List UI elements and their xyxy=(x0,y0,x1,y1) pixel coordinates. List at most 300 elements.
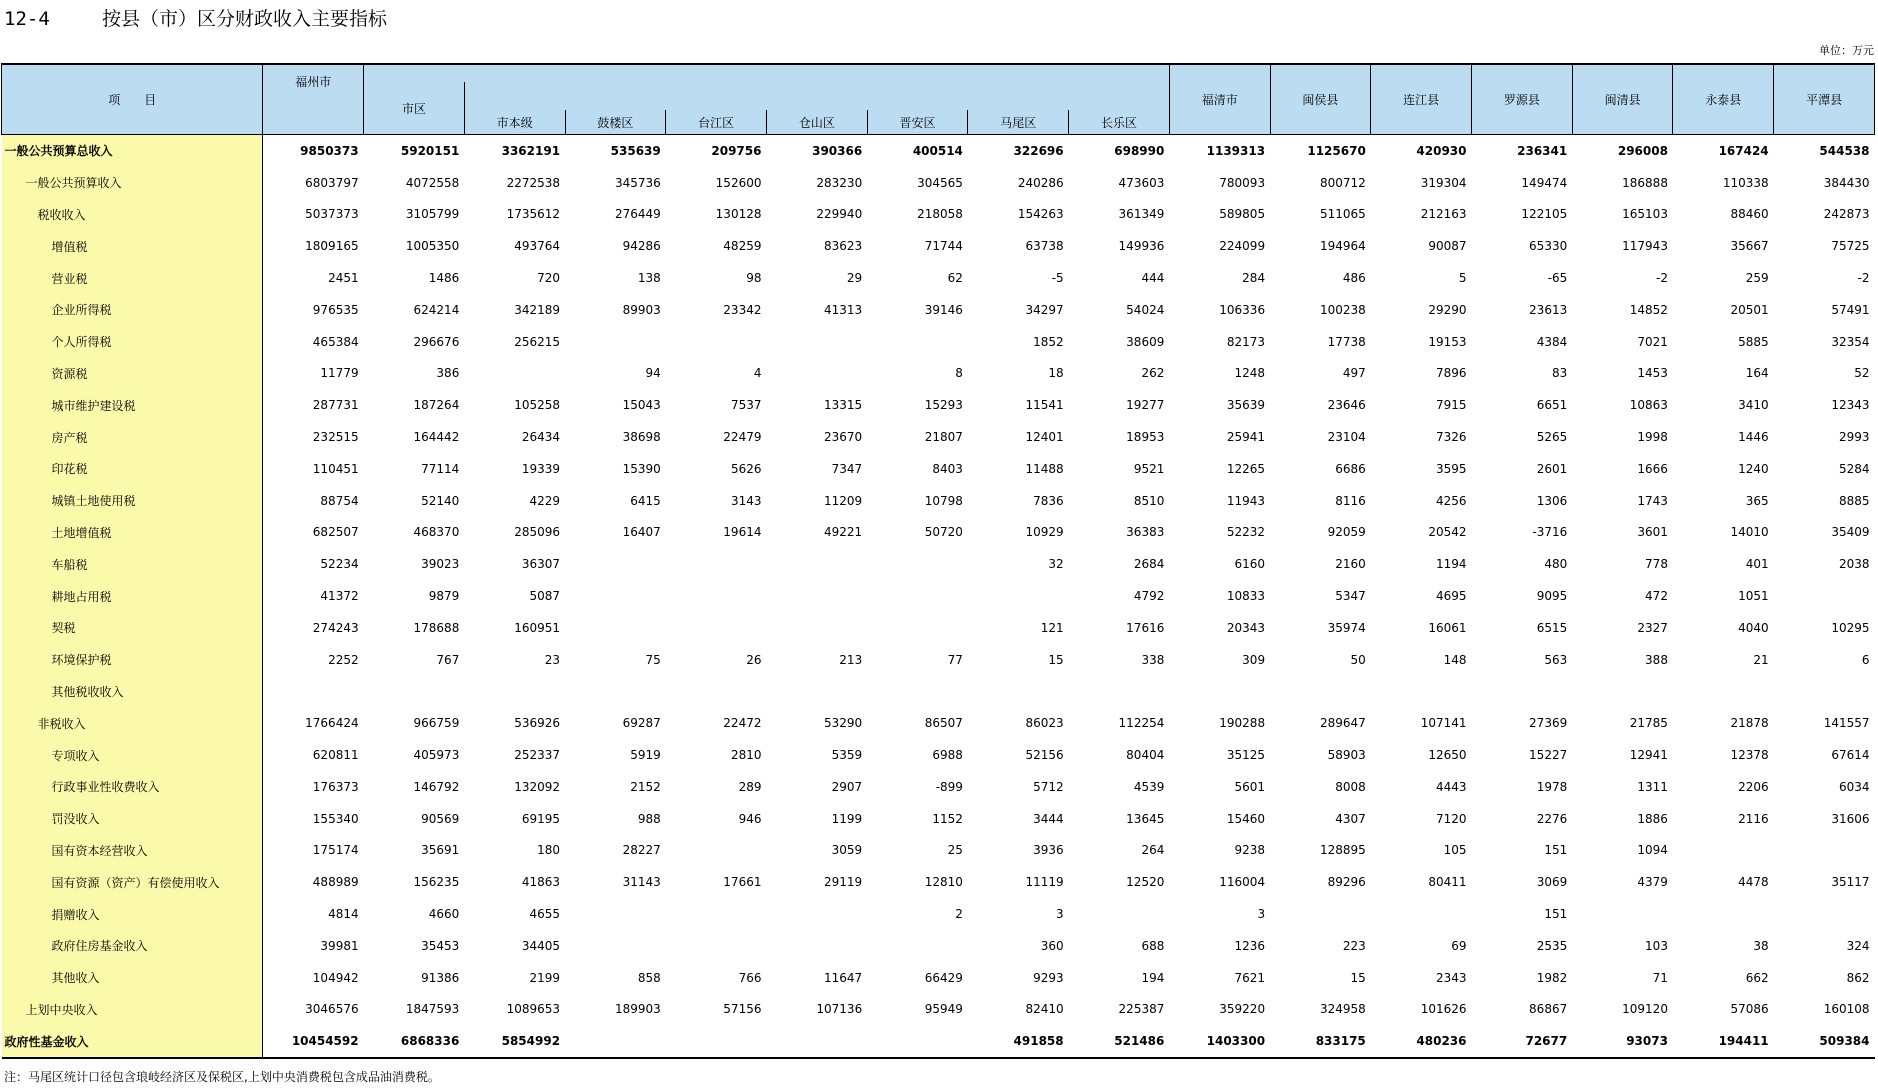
unit-label: 单位：万元 xyxy=(1819,44,1874,57)
table-cell: 493764 xyxy=(514,239,561,254)
table-cell: 35453 xyxy=(421,938,460,953)
table-row xyxy=(2,517,1875,549)
table-row xyxy=(2,803,1875,835)
table-cell: 1236 xyxy=(1234,938,1266,953)
table-cell xyxy=(666,326,767,358)
row-label: 上划中央收入 xyxy=(2,994,263,1026)
table-cell: 322696 xyxy=(1013,143,1064,158)
table-cell: 41313 xyxy=(824,302,863,317)
table-cell: 342189 xyxy=(514,302,561,317)
table-cell xyxy=(766,612,867,644)
table-cell: 2272538 xyxy=(506,175,561,190)
table-cell: 6868336 xyxy=(364,1025,465,1058)
table-cell: 4379 xyxy=(1637,875,1668,890)
table-cell: 149474 xyxy=(1521,175,1568,190)
table-cell: 149936 xyxy=(1118,239,1165,254)
table-cell: 6686 xyxy=(1335,461,1366,476)
header-county-0: 福清市 xyxy=(1169,64,1270,135)
table-cell: 20542 xyxy=(1428,525,1467,540)
table-cell: 8510 xyxy=(1133,493,1165,508)
row-label: 城镇土地使用税 xyxy=(2,485,263,517)
table-cell: 21 xyxy=(1753,652,1769,667)
table-cell: 1152 xyxy=(932,811,963,826)
table-cell xyxy=(1774,835,1875,867)
table-cell: 9095 xyxy=(1536,589,1568,604)
table-cell: 9238 xyxy=(1234,843,1266,858)
table-cell xyxy=(867,676,968,708)
table-cell: 296676 xyxy=(413,334,460,349)
table-cell: 101626 xyxy=(1420,1002,1467,1017)
table-cell: 400514 xyxy=(912,143,963,158)
header-item: 项 目 xyxy=(2,64,263,135)
table-cell: 17661 xyxy=(723,875,762,890)
table-row xyxy=(2,676,1875,708)
table-cell: 155340 xyxy=(312,811,359,826)
table-cell: 12520 xyxy=(1126,875,1165,890)
table-cell: -2 xyxy=(1857,271,1870,286)
table-row xyxy=(2,898,1875,930)
table-cell: 7120 xyxy=(1435,811,1467,826)
table-cell: 1403300 xyxy=(1169,1025,1270,1058)
table-cell xyxy=(766,580,867,612)
table-cell: 4072558 xyxy=(405,175,460,190)
table-cell: 15043 xyxy=(622,398,661,413)
table-cell xyxy=(464,358,565,390)
table-cell: 86507 xyxy=(924,716,963,731)
table-cell: 11488 xyxy=(1025,461,1064,476)
table-cell: 4256 xyxy=(1435,493,1467,508)
table-cell: 7537 xyxy=(730,398,762,413)
table-cell: 1978 xyxy=(1536,779,1568,794)
table-row xyxy=(2,135,1875,167)
table-cell: 3601 xyxy=(1637,525,1668,540)
table-cell: 65330 xyxy=(1529,239,1568,254)
table-cell: 1998 xyxy=(1637,430,1668,445)
table-cell: 31606 xyxy=(1831,811,1870,826)
table-cell xyxy=(1774,898,1875,930)
table-cell: 20343 xyxy=(1226,620,1266,635)
table-cell: 4478 xyxy=(1738,875,1769,890)
table-cell xyxy=(1270,676,1371,708)
table-title: 按县（市）区分财政收入主要指标 xyxy=(102,8,388,30)
table-cell: 444 xyxy=(1141,271,1165,286)
table-cell: 12343 xyxy=(1831,398,1870,413)
table-cell: 17738 xyxy=(1327,334,1366,349)
table-cell: 63738 xyxy=(1025,239,1064,254)
table-cell: 7836 xyxy=(1033,493,1064,508)
table-cell: 178688 xyxy=(413,620,460,635)
table-cell: 141557 xyxy=(1823,716,1870,731)
table-row xyxy=(2,326,1875,358)
table-cell: 620811 xyxy=(312,748,359,763)
table-cell: 34297 xyxy=(1025,302,1064,317)
table-cell: 39146 xyxy=(924,302,963,317)
table-cell: 167424 xyxy=(1718,143,1769,158)
table-cell: 52156 xyxy=(1025,748,1064,763)
table-cell: 2152 xyxy=(630,779,661,794)
table-cell: 83 xyxy=(1551,366,1568,381)
table-cell xyxy=(1673,835,1774,867)
table-cell: 1139313 xyxy=(1206,143,1266,158)
table-cell: 6415 xyxy=(630,493,661,508)
table-cell: 8403 xyxy=(932,461,963,476)
table-cell xyxy=(565,580,666,612)
table-cell: 6160 xyxy=(1234,557,1266,572)
table-cell: 110338 xyxy=(1722,175,1769,190)
row-label: 增值税 xyxy=(2,230,263,262)
table-cell: 105 xyxy=(1443,843,1467,858)
table-cell xyxy=(666,580,767,612)
table-cell: 132092 xyxy=(514,779,561,794)
table-cell: 1735612 xyxy=(506,207,561,222)
table-cell: 304565 xyxy=(917,175,963,190)
table-cell: 57086 xyxy=(1730,1002,1769,1017)
table-cell: 365 xyxy=(1745,493,1769,508)
table-cell: 509384 xyxy=(1774,1025,1875,1058)
table-cell: 23646 xyxy=(1327,398,1366,413)
table-cell: 15293 xyxy=(924,398,963,413)
table-cell: 75 xyxy=(645,652,661,667)
table-cell: 164442 xyxy=(413,430,460,445)
table-cell: 223 xyxy=(1342,938,1366,953)
table-cell: 21878 xyxy=(1730,716,1769,731)
table-cell: 35974 xyxy=(1327,620,1366,635)
table-cell: 384430 xyxy=(1823,175,1870,190)
table-cell: 1194 xyxy=(1435,557,1467,572)
table-cell: 27369 xyxy=(1529,716,1568,731)
table-cell: 36307 xyxy=(521,557,561,572)
table-cell: -65 xyxy=(1547,271,1568,286)
table-header xyxy=(2,64,1875,135)
table-cell: 5087 xyxy=(529,589,561,604)
table-cell: 491858 xyxy=(968,1025,1069,1058)
table-cell xyxy=(1774,580,1875,612)
table-cell: 164 xyxy=(1745,366,1769,381)
table-cell: 5 xyxy=(1458,271,1467,286)
table-cell: 100238 xyxy=(1319,302,1366,317)
table-cell: 88460 xyxy=(1730,207,1769,222)
table-cell: 151 xyxy=(1544,843,1568,858)
table-cell: 165103 xyxy=(1622,207,1668,222)
table-cell: 94 xyxy=(645,366,661,381)
table-cell: 296008 xyxy=(1617,143,1668,158)
row-label: 车船税 xyxy=(2,548,263,580)
table-cell: 563 xyxy=(1544,652,1568,667)
table-cell: 401 xyxy=(1745,557,1769,572)
table-cell: 121 xyxy=(1040,620,1064,635)
table-cell: -2 xyxy=(1655,271,1668,286)
table-cell: 39023 xyxy=(421,557,460,572)
table-row xyxy=(2,389,1875,421)
table-cell xyxy=(867,580,968,612)
table-cell: 1847593 xyxy=(405,1002,460,1017)
table-cell: 10833 xyxy=(1226,589,1266,604)
header-shiqu: 市区 xyxy=(364,82,465,135)
table-cell: 262 xyxy=(1141,366,1165,381)
table-cell: 8885 xyxy=(1838,493,1870,508)
table-cell: 107141 xyxy=(1420,716,1467,731)
table-cell: 1125670 xyxy=(1307,143,1366,158)
table-cell: 2684 xyxy=(1133,557,1165,572)
table-cell: 6803797 xyxy=(305,175,359,190)
table-cell: 2810 xyxy=(730,748,762,763)
table-cell xyxy=(364,676,465,708)
table-row xyxy=(2,994,1875,1026)
table-cell: 800712 xyxy=(1319,175,1366,190)
table-cell: 52 xyxy=(1854,366,1870,381)
table-cell: 6515 xyxy=(1536,620,1568,635)
table-cell: 22472 xyxy=(723,716,762,731)
table-cell: 276449 xyxy=(614,207,661,222)
table-cell: 11209 xyxy=(824,493,863,508)
table-cell: 511065 xyxy=(1319,207,1366,222)
table-cell: 39981 xyxy=(320,938,359,953)
table-cell: 218058 xyxy=(917,207,963,222)
table-cell xyxy=(867,930,968,962)
header-fuzhou: 福州市 xyxy=(263,64,364,135)
table-cell: 236341 xyxy=(1517,143,1568,158)
table-cell xyxy=(766,358,867,390)
table-cell: 138 xyxy=(637,271,661,286)
table-cell: 5037373 xyxy=(305,207,359,222)
table-cell: 14010 xyxy=(1730,525,1769,540)
table-cell: 50 xyxy=(1350,652,1366,667)
table-cell xyxy=(1069,676,1170,708)
table-cell: 15460 xyxy=(1226,811,1266,826)
table-cell: 14852 xyxy=(1629,302,1668,317)
table-cell xyxy=(666,676,767,708)
table-cell: 1240 xyxy=(1738,461,1769,476)
table-cell: 688 xyxy=(1141,938,1165,953)
table-cell xyxy=(766,930,867,962)
table-cell: 287731 xyxy=(312,398,359,413)
table-cell xyxy=(565,930,666,962)
table-cell: 19153 xyxy=(1428,334,1467,349)
header-county-2: 连江县 xyxy=(1371,64,1472,135)
table-cell: 1453 xyxy=(1637,366,1668,381)
table-cell: 11779 xyxy=(320,366,359,381)
table-cell: 12265 xyxy=(1226,461,1266,476)
table-cell: 117943 xyxy=(1622,239,1668,254)
table-cell: 1809165 xyxy=(305,239,359,254)
table-cell: 10863 xyxy=(1629,398,1668,413)
table-row xyxy=(2,453,1875,485)
table-cell: 82173 xyxy=(1226,334,1266,349)
table-cell: 91386 xyxy=(421,970,460,985)
table-cell: 4695 xyxy=(1435,589,1467,604)
table-cell: 29 xyxy=(846,271,863,286)
table-cell: 229940 xyxy=(816,207,863,222)
row-label: 其他收入 xyxy=(2,962,263,994)
table-cell: 180 xyxy=(537,843,561,858)
table-cell: 536926 xyxy=(514,716,561,731)
table-cell: 7021 xyxy=(1637,334,1668,349)
table-cell: 35409 xyxy=(1831,525,1870,540)
table-cell: 2276 xyxy=(1536,811,1568,826)
table-cell: 90087 xyxy=(1428,239,1467,254)
table-cell: 1486 xyxy=(428,271,460,286)
table-cell: 3362191 xyxy=(501,143,561,158)
table-cell: 15390 xyxy=(622,461,661,476)
table-cell: 18 xyxy=(1048,366,1064,381)
table-cell: 2038 xyxy=(1838,557,1870,572)
table-cell: 2206 xyxy=(1738,779,1769,794)
table-cell: 2343 xyxy=(1435,970,1467,985)
table-cell: 88754 xyxy=(320,493,359,508)
table-cell: 82410 xyxy=(1025,1002,1064,1017)
table-cell: 264 xyxy=(1141,843,1165,858)
table-row xyxy=(2,1025,1875,1058)
table-cell: 23342 xyxy=(723,302,762,317)
table-cell: 1666 xyxy=(1637,461,1668,476)
header-shiqu-group xyxy=(464,82,1169,110)
table-cell xyxy=(1673,898,1774,930)
table-cell: 2601 xyxy=(1536,461,1568,476)
table-cell: 858 xyxy=(637,970,661,985)
header-sub-1: 鼓楼区 xyxy=(565,110,666,135)
table-cell: 2199 xyxy=(529,970,561,985)
table-cell: 58903 xyxy=(1327,748,1366,763)
table-cell: 4040 xyxy=(1738,620,1769,635)
table-cell: 544538 xyxy=(1819,143,1870,158)
table-row xyxy=(2,739,1875,771)
table-cell xyxy=(1069,898,1170,930)
table-cell: 122105 xyxy=(1521,207,1568,222)
table-cell: 38 xyxy=(1753,938,1769,953)
table-cell: 54024 xyxy=(1126,302,1165,317)
header-gap xyxy=(364,64,1170,82)
table-cell: 5920151 xyxy=(400,143,460,158)
table-cell: 31143 xyxy=(622,875,661,890)
table-cell: 15 xyxy=(1048,652,1064,667)
table-cell xyxy=(766,1025,867,1058)
table-cell: 11943 xyxy=(1226,493,1266,508)
table-cell: 22479 xyxy=(723,430,762,445)
table-cell: 5626 xyxy=(730,461,762,476)
table-cell: 767 xyxy=(436,652,460,667)
table-cell xyxy=(565,548,666,580)
table-cell: 15227 xyxy=(1529,748,1568,763)
table-cell: 274243 xyxy=(312,620,359,635)
table-cell: 86867 xyxy=(1529,1002,1568,1017)
table-cell: 194411 xyxy=(1673,1025,1774,1058)
table-cell xyxy=(666,930,767,962)
table-cell: 386 xyxy=(436,366,460,381)
table-cell: 160108 xyxy=(1823,1002,1870,1017)
table-cell: 988 xyxy=(637,811,661,826)
table-cell: 521486 xyxy=(1069,1025,1170,1058)
table-cell: 225387 xyxy=(1118,1002,1165,1017)
table-cell: 16061 xyxy=(1428,620,1467,635)
table-cell: 4814 xyxy=(328,907,359,922)
table-cell: 8 xyxy=(955,366,963,381)
table-row xyxy=(2,771,1875,803)
table-cell: 41372 xyxy=(320,589,359,604)
header-county-1: 闽侯县 xyxy=(1270,64,1371,135)
table-cell: 187264 xyxy=(413,398,460,413)
header-sub-0: 市本级 xyxy=(464,110,565,135)
table-cell: 9850373 xyxy=(300,143,359,158)
table-cell: 52234 xyxy=(320,557,359,572)
table-cell: 20501 xyxy=(1730,302,1769,317)
table-cell: 18953 xyxy=(1126,430,1165,445)
table-cell: 3444 xyxy=(1033,811,1064,826)
table-cell: 35667 xyxy=(1730,239,1769,254)
table-cell: 146792 xyxy=(413,779,460,794)
table-cell xyxy=(565,1025,666,1058)
table-cell: 93073 xyxy=(1572,1025,1673,1058)
table-cell: 19277 xyxy=(1126,398,1165,413)
table-cell: 2 xyxy=(955,907,963,922)
table-cell: 116004 xyxy=(1219,875,1266,890)
table-cell xyxy=(1774,676,1875,708)
table-cell: 11119 xyxy=(1025,875,1064,890)
table-row xyxy=(2,866,1875,898)
table-cell: 2160 xyxy=(1335,557,1366,572)
table-cell: 103 xyxy=(1645,938,1668,953)
table-cell xyxy=(565,326,666,358)
table-cell: 17616 xyxy=(1126,620,1165,635)
row-label: 非税收入 xyxy=(2,707,263,739)
table-cell: 16407 xyxy=(622,525,661,540)
header-sub-4: 晋安区 xyxy=(867,110,968,135)
row-label: 企业所得税 xyxy=(2,294,263,326)
table-cell: 1094 xyxy=(1637,843,1668,858)
table-cell: 1446 xyxy=(1738,430,1769,445)
table-cell: 285096 xyxy=(514,525,561,540)
table-cell: 473603 xyxy=(1118,175,1165,190)
table-cell: 52140 xyxy=(421,493,460,508)
table-cell: 778 xyxy=(1645,557,1668,572)
table-cell xyxy=(666,835,767,867)
table-cell: 21785 xyxy=(1629,716,1668,731)
table-cell: 41863 xyxy=(521,875,561,890)
table-cell xyxy=(565,898,666,930)
table-row xyxy=(2,707,1875,739)
table-cell: 12378 xyxy=(1730,748,1769,763)
table-cell: 50720 xyxy=(924,525,963,540)
row-label: 政府性基金收入 xyxy=(2,1025,263,1058)
table-cell: 324 xyxy=(1846,938,1870,953)
table-row xyxy=(2,358,1875,390)
header-sub-3: 仓山区 xyxy=(766,110,867,135)
table-cell: 23104 xyxy=(1327,430,1366,445)
table-cell: 319304 xyxy=(1420,175,1467,190)
row-label: 捐赠收入 xyxy=(2,898,263,930)
table-cell: 966759 xyxy=(413,716,460,731)
table-cell: 480 xyxy=(1544,557,1568,572)
row-label: 个人所得税 xyxy=(2,326,263,358)
table-row xyxy=(2,199,1875,231)
table-cell: 35639 xyxy=(1226,398,1266,413)
header-county-3: 罗源县 xyxy=(1472,64,1573,135)
table-cell: 2451 xyxy=(328,271,359,286)
table-cell: 283230 xyxy=(816,175,863,190)
table-cell: -899 xyxy=(935,779,963,794)
table-cell: 175174 xyxy=(312,843,359,858)
table-cell: 468370 xyxy=(413,525,460,540)
table-cell: 2252 xyxy=(328,652,359,667)
table-cell xyxy=(867,1025,968,1058)
table-cell: 946 xyxy=(738,811,762,826)
table-cell: 106336 xyxy=(1219,302,1266,317)
table-cell: 224099 xyxy=(1219,239,1266,254)
row-label: 资源税 xyxy=(2,358,263,390)
table-cell: 160951 xyxy=(514,620,561,635)
table-cell: 6988 xyxy=(932,748,963,763)
footnote: 注：马尾区统计口径包含琅岐经济区及保税区,上划中央消费税包含成品油消费税。 xyxy=(4,1070,440,1084)
table-cell xyxy=(968,580,1069,612)
